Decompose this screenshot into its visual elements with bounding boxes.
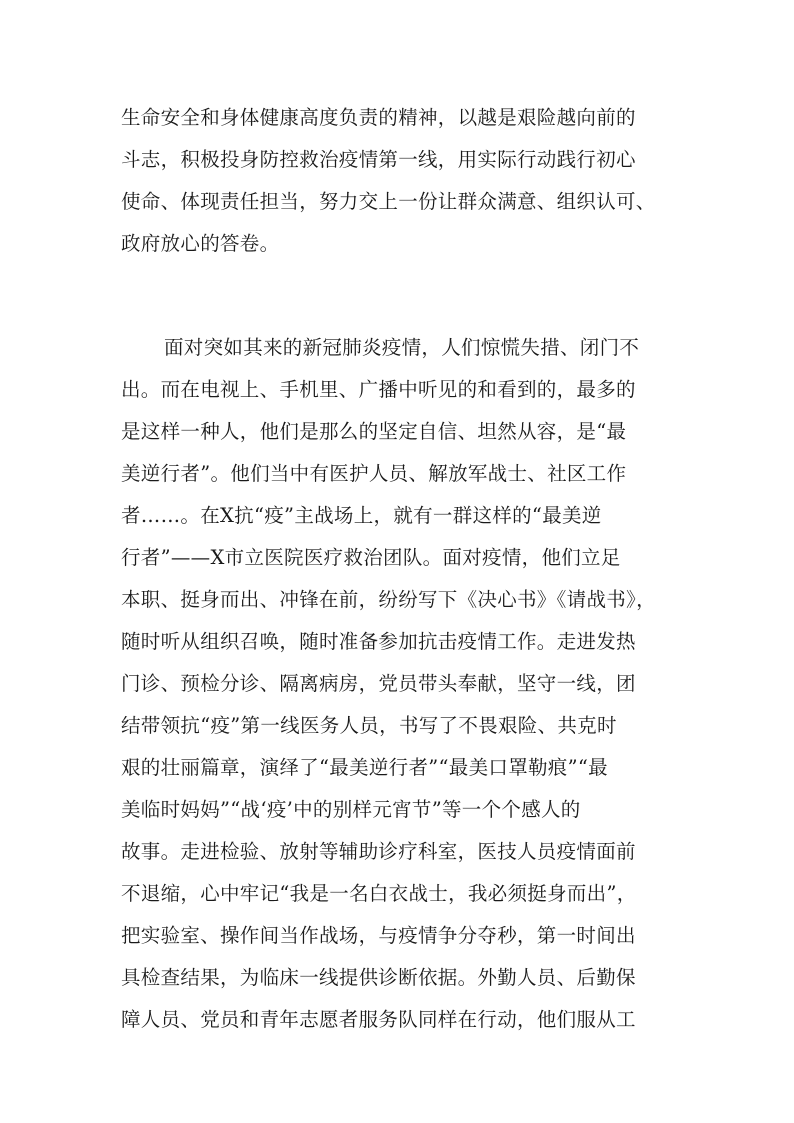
paragraph-2-line-1: 面对突如其来的新冠肺炎疫情，人们惊慌失措、闭门不 [164,336,640,359]
paragraph-2-line-3: 是这样一种人，他们是那么的坚定自信、坦然从容，是“最 [121,420,627,443]
paragraph-1-line-4: 政府放心的答卷。 [121,232,280,255]
paragraph-2-line-17: 障人员、党员和青年志愿者服务队同样在行动，他们服从工 [121,1008,636,1031]
paragraph-2-line-7: 本职、挺身而出、冲锋在前，纷纷写下《决心书》《请战书》， [121,588,656,611]
paragraph-2-line-5: 者……。在X抗“疫”主战场上，就有一群这样的“最美逆 [121,504,602,527]
paragraph-2-line-15: 把实验室、操作间当作战场，与疫情争分夺秒，第一时间出 [121,924,636,947]
paragraph-2-line-11: 艰的壮丽篇章，演绎了“最美逆行者”“最美口罩勒痕”“最 [121,756,608,779]
paragraph-2-line-2: 出。而在电视上、手机里、广播中听见的和看到的，最多的 [121,378,636,401]
paragraph-2-line-6: 行者”——X市立医院医疗救治团队。面对疫情，他们立足 [121,546,621,569]
paragraph-2-line-10: 结带领抗“疫”第一线医务人员，书写了不畏艰险、共克时 [121,714,617,737]
paragraph-1-line-2: 斗志，积极投身防控救治疫情第一线，用实际行动践行初心 [121,148,636,171]
paragraph-2-line-14: 不退缩，心中牢记“我是一名白衣战士，我必须挺身而出”， [121,882,637,905]
paragraph-2-line-13: 故事。走进检验、放射等辅助诊疗科室，医技人员疫情面前 [121,840,636,863]
paragraph-2-line-12: 美临时妈妈”“战‘疫’中的别样元宵节”等一个个感人的 [121,798,581,821]
paragraph-1-line-3: 使命、体现责任担当，努力交上一份让群众满意、组织认可、 [121,190,656,213]
paragraph-2-line-16: 具检查结果，为临床一线提供诊断依据。外勤人员、后勤保 [121,966,636,989]
paragraph-2-line-4: 美逆行者”。他们当中有医护人员、解放军战士、社区工作 [121,462,627,485]
paragraph-2-line-8: 随时听从组织召唤，随时准备参加抗击疫情工作。走进发热 [121,630,636,653]
paragraph-2-line-9: 门诊、预检分诊、隔离病房，党员带头奉献，坚守一线，团 [121,672,636,695]
paragraph-1-line-1: 生命安全和身体健康高度负责的精神，以越是艰险越向前的 [121,106,636,129]
